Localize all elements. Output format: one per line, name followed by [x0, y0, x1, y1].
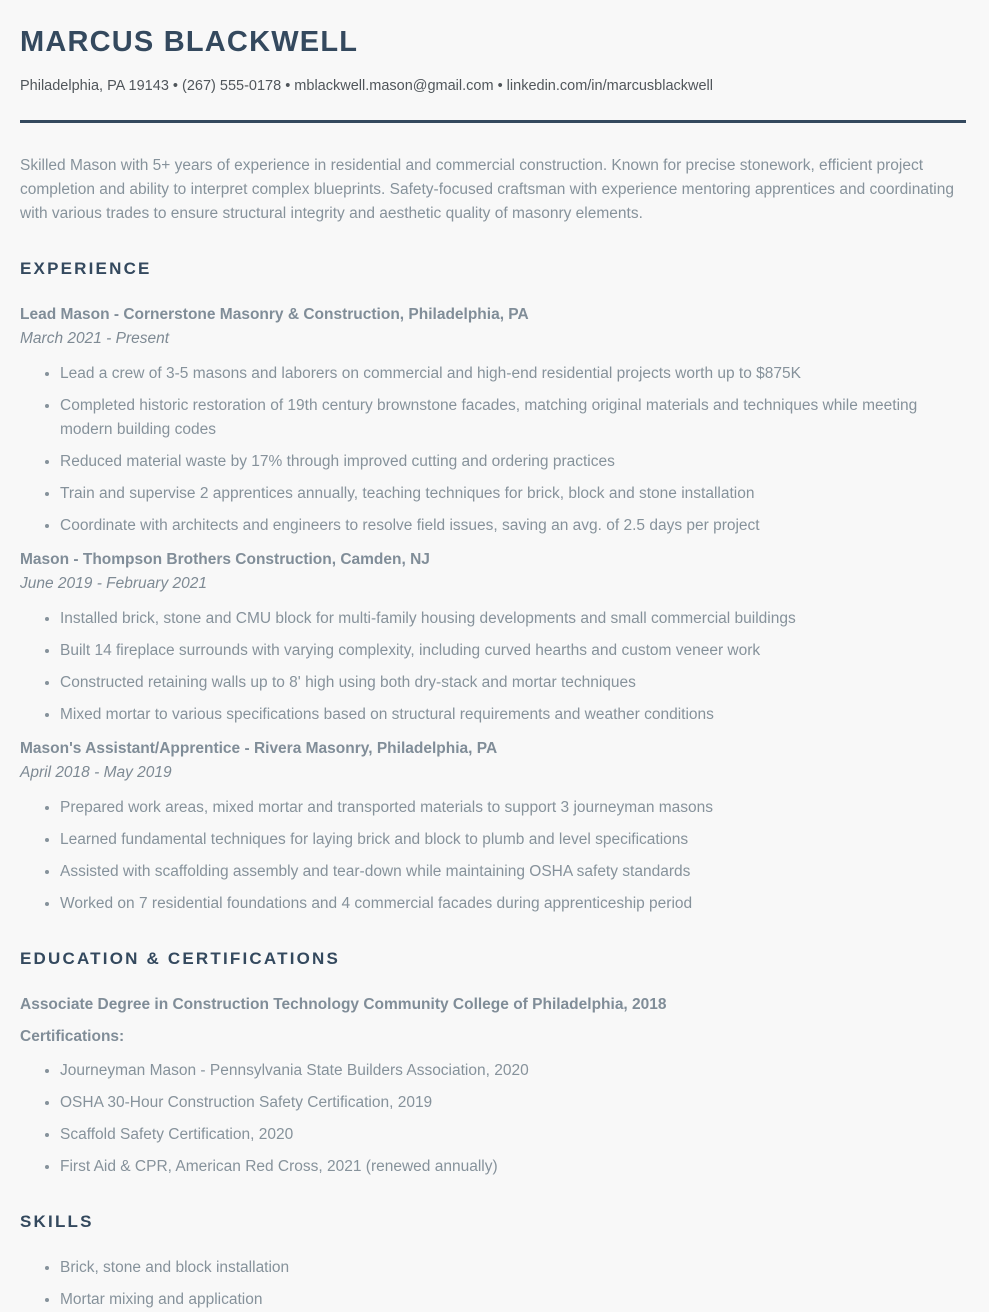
job-dates: March 2021 - Present — [20, 330, 170, 347]
job-title: Mason - Thompson Brothers Construction, Camden, NJ — [20, 551, 430, 568]
candidate-name: MARCUS BLACKWELL — [20, 26, 359, 58]
skills-list — [20, 1256, 966, 1312]
bullet-item: • Journeyman Mason - Pennsylvania State Builders Association, 2020 — [60, 1059, 966, 1083]
resume-header — [20, 26, 966, 123]
bullet-item: • Worked on 7 residential foundations and 4 commercial facades during apprenticeship period — [60, 892, 966, 916]
job-entry-apprentice — [20, 737, 966, 916]
skills-heading: SKILLS — [20, 1212, 94, 1231]
job-dates: June 2019 - February 2021 — [20, 575, 207, 592]
bullet-item: • Brick, stone and block installation — [60, 1256, 966, 1280]
bullet-item: • Reduced material waste by 17% through improved cutting and ordering practices — [60, 450, 966, 474]
bullet-item: • Completed historic restoration of 19th century brownstone facades, matching original materials and techniques while meeting modern building codes — [60, 394, 966, 442]
certifications-label: Certifications: — [20, 1028, 125, 1045]
bullet-item: • Assisted with scaffolding assembly and tear-down while maintaining OSHA safety standards — [60, 860, 966, 884]
job-entry-mason — [20, 548, 966, 727]
section-skills — [20, 1212, 966, 1312]
header-divider — [20, 120, 966, 123]
bullet-item: • First Aid & CPR, American Red Cross, 2021 (renewed annually) — [60, 1155, 966, 1179]
job-title: Mason's Assistant/Apprentice - Rivera Masonry, Philadelphia, PA — [20, 740, 498, 757]
contact-line: Philadelphia, PA 19143 • (267) 555-0178 • mblackwell.mason@gmail.com • linkedin.com/in/marcusblackwell — [20, 78, 713, 94]
bullet-item: • Installed brick, stone and CMU block for multi-family housing developments and small commercial buildings — [60, 607, 966, 631]
bullet-item: • Prepared work areas, mixed mortar and transported materials to support 3 journeyman masons — [60, 796, 966, 820]
degree-line: Associate Degree in Construction Technology Community College of Philadelphia, 2018 — [20, 996, 667, 1013]
job-dates: April 2018 - May 2019 — [20, 764, 172, 781]
bullet-item: • Learned fundamental techniques for laying brick and block to plumb and level specifications — [60, 828, 966, 852]
section-education-certifications — [20, 949, 966, 1179]
bullet-item: • Constructed retaining walls up to 8' high using both dry-stack and mortar techniques — [60, 671, 966, 695]
bullet-item: • Lead a crew of 3-5 masons and laborers on commercial and high-end residential projects worth up to $875K — [60, 362, 966, 386]
summary-paragraph: Skilled Mason with 5+ years of experience in residential and commercial construction. Known for precise stonework, efficient project completion and ability to interpret complex blueprints. Safety-focused craftsman with experience mentoring apprentices and coordinating with various trades to ensure structural integrity and aesthetic quality of masonry elements. — [20, 157, 954, 222]
job-title: Lead Mason - Cornerstone Masonry & Construction, Philadelphia, PA — [20, 306, 529, 323]
job-entry-lead-mason — [20, 303, 966, 538]
bullet-item: • OSHA 30-Hour Construction Safety Certification, 2019 — [60, 1091, 966, 1115]
education-heading: EDUCATION & CERTIFICATIONS — [20, 949, 341, 968]
job-bullet-list — [20, 796, 966, 916]
bullet-item: • Scaffold Safety Certification, 2020 — [60, 1123, 966, 1147]
bullet-item: • Mixed mortar to various specifications based on structural requirements and weather conditions — [60, 703, 966, 727]
bullet-item: • Built 14 fireplace surrounds with varying complexity, including curved hearths and custom veneer work — [60, 639, 966, 663]
certification-list — [20, 1059, 966, 1179]
experience-heading: EXPERIENCE — [20, 259, 152, 278]
bullet-item: • Mortar mixing and application — [60, 1288, 966, 1312]
job-bullet-list — [20, 607, 966, 727]
bullet-item: • Coordinate with architects and engineers to resolve field issues, saving an avg. of 2.5 days per project — [60, 514, 966, 538]
section-experience — [20, 259, 966, 916]
bullet-item: • Train and supervise 2 apprentices annually, teaching techniques for brick, block and stone installation — [60, 482, 966, 506]
job-bullet-list — [20, 362, 966, 538]
